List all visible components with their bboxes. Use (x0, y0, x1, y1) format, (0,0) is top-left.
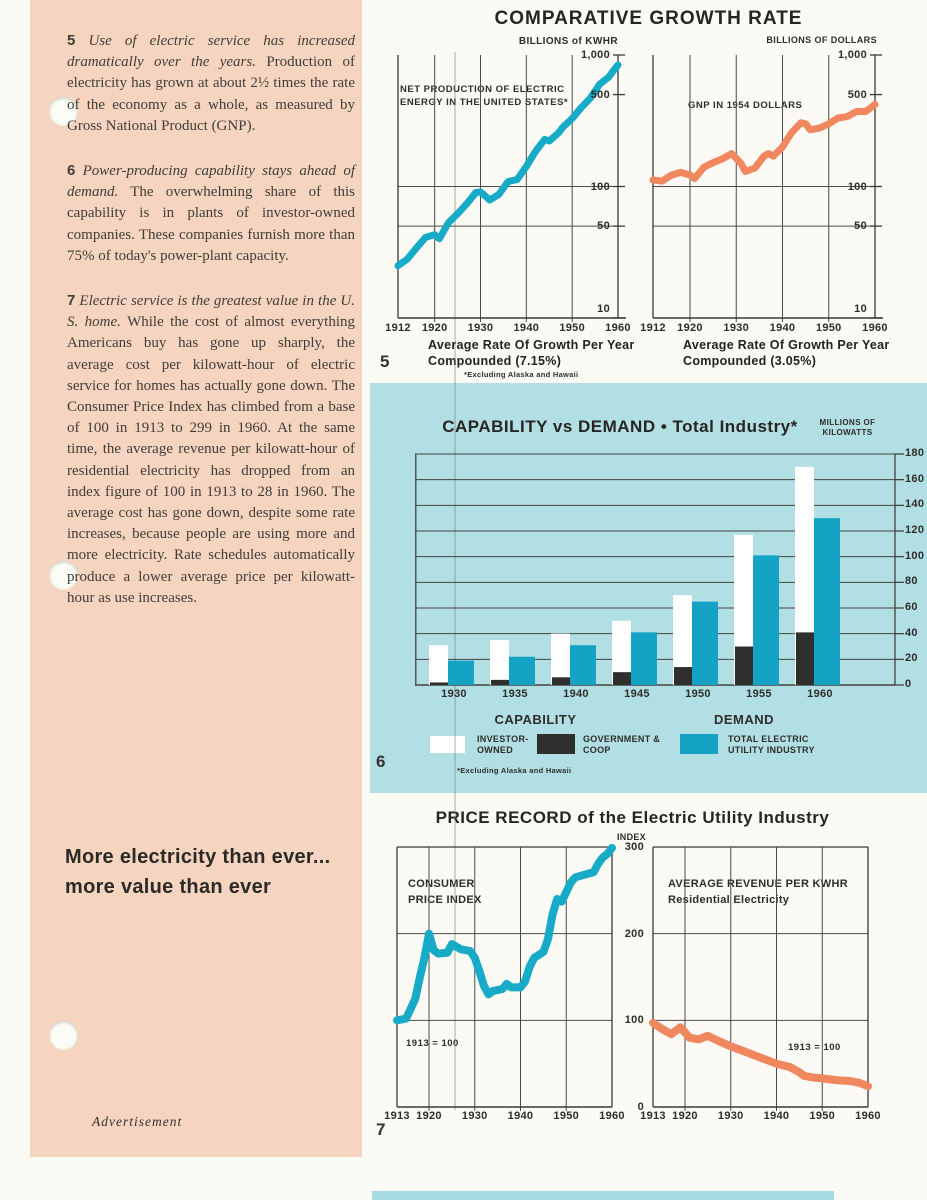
hole-punch (49, 1021, 78, 1050)
annotation-line: NET PRODUCTION OF ELECTRIC (400, 84, 565, 95)
legend-capability-header: CAPABILITY (494, 712, 577, 727)
axis-tick-label: 1920 (421, 322, 448, 334)
axis-tick-label: 1930 (461, 1110, 488, 1122)
annotation-line: Residential Electricity (668, 893, 790, 906)
axis-tick-label: 50 (854, 220, 867, 233)
figure-number-7: 7 (376, 1120, 386, 1139)
paragraph-body: The overwhelming share of this capability is in plants of investor-owned companies. These companies furnish more than 75% of today's power-plant capacity. (67, 184, 356, 264)
advert-headline (65, 842, 365, 902)
axis-tick-label: 140 (905, 498, 925, 511)
axis-tick-label: 10 (597, 303, 610, 315)
gnp-caption (683, 338, 890, 369)
annotation-line: ENERGY IN THE UNITED STATES* (400, 96, 569, 108)
axis-tick-label: 1920 (416, 1110, 442, 1122)
figure-number-5: 5 (380, 352, 390, 371)
paragraph-lead: Electric service is the greatest value in the U. S. home. (67, 293, 355, 331)
legend-line: GOVERNMENT & (583, 734, 661, 744)
axis-tick-label: 1920 (672, 1110, 698, 1122)
body-text-column (67, 30, 355, 632)
annotation-line: PRICE INDEX (408, 893, 482, 906)
growth-section-title: COMPARATIVE GROWTH RATE (494, 8, 803, 29)
axis-tick-label: 1940 (763, 1110, 790, 1122)
axis-tick-label: 50 (597, 220, 610, 233)
axis-tick-label: 60 (905, 601, 918, 613)
consumer_price_index-chart-svg (391, 841, 632, 1121)
axis-tick-label: 1930 (717, 1110, 744, 1122)
axis-tick-label: 1913 (384, 1110, 410, 1122)
unit-line: KILOWATTS (822, 428, 873, 437)
axis-tick-label: 1945 (624, 688, 650, 700)
unit-line: MILLIONS OF (819, 418, 876, 427)
paragraph-number: 7 (67, 292, 76, 310)
axis-tick-label: 10 (854, 303, 867, 315)
headline-line-2: more value than ever (65, 876, 272, 898)
axis-tick-label: 300 (624, 841, 644, 853)
kwhr-axis-unit-label: BILLIONS of KWHR (518, 36, 618, 47)
axis-tick-label: 1960 (605, 322, 631, 334)
caption-line: Average Rate Of Growth Per Year (428, 338, 635, 352)
axis-tick-label: 1940 (563, 688, 589, 700)
figure-number-6: 6 (376, 752, 386, 771)
axis-tick-label: 1,000 (837, 49, 867, 61)
paragraph-lead: Power-producing capability stays ahead of demand. (67, 163, 355, 201)
legend-label-total-electric (728, 734, 815, 755)
legend-demand-header: DEMAND (713, 712, 775, 727)
axis-tick-label: 1960 (855, 1110, 881, 1122)
axis-tick-label: 1,000 (580, 49, 610, 61)
net-production-footnote: *Excluding Alaska and Hawaii (464, 370, 579, 379)
axis-tick-label: 100 (624, 1014, 644, 1027)
axis-tick-label: 500 (847, 88, 867, 101)
capability-footnote: *Excluding Alaska and Hawaii (457, 766, 572, 775)
capability-bar-chart-svg (415, 452, 909, 689)
axis-tick-label: 1950 (815, 322, 842, 334)
capability-chart-title: CAPABILITY vs DEMAND • Total Industry* (442, 417, 798, 436)
axis-tick-label: 160 (905, 472, 925, 485)
axis-tick-label: 1920 (677, 322, 703, 334)
axis-tick-label: 1950 (685, 688, 711, 700)
paragraph-lead: Use of electric service has increased dramatically over the years. (67, 33, 355, 71)
axis-tick-label: 1913 (640, 1110, 666, 1122)
axis-tick-label: 1950 (553, 1110, 580, 1122)
axis-tick-label: 180 (905, 447, 925, 459)
index-axis-label: INDEX (616, 832, 646, 842)
axis-tick-label: 100 (847, 180, 867, 193)
legend-line: TOTAL ELECTRIC (728, 734, 809, 744)
advertisement-label: Advertisement (92, 1114, 183, 1129)
legend-swatch-total-electric (680, 734, 718, 754)
axis-tick-label: 1912 (640, 322, 666, 334)
axis-tick-label: 1940 (769, 322, 796, 334)
caption-line: Compounded (3.05%) (683, 353, 817, 368)
paragraph-6 (67, 160, 355, 267)
gnp_1954-series-line (653, 105, 875, 182)
axis-tick-label: 1940 (513, 322, 540, 334)
axis-tick-label: 100 (905, 549, 925, 562)
axis-tick-label: 1930 (467, 322, 494, 334)
axis-tick-label: 1940 (507, 1110, 534, 1122)
legend-label-government-coop (583, 734, 660, 755)
legend-line: COOP (583, 744, 611, 755)
axis-tick-label: 1955 (746, 688, 772, 700)
axis-tick-label: 200 (624, 927, 644, 940)
axis-tick-label: 1930 (723, 322, 750, 334)
axis-tick-label: 40 (905, 626, 918, 639)
paragraph-body: Production of electricity has grown at about 2½ times the rate of the economy as a whole, as measured by Gross National Product (GNP). (67, 54, 355, 134)
revenue-base-note: 1913 = 100 (788, 1042, 841, 1053)
axis-tick-label: 0 (637, 1101, 644, 1113)
price-section-title: PRICE RECORD of the Electric Utility Industry (435, 808, 830, 827)
paragraph-number: 5 (67, 32, 76, 49)
axis-tick-label: 1912 (385, 322, 411, 334)
annotation-line: AVERAGE REVENUE PER KWHR (668, 878, 848, 890)
net-production-caption (428, 338, 635, 369)
legend-swatch-investor-owned (430, 736, 465, 753)
axis-tick-label: 1930 (441, 688, 467, 700)
dollars-axis-unit-label: BILLIONS OF DOLLARS (766, 35, 877, 45)
axis-tick-label: 80 (905, 575, 918, 588)
axis-tick-label: 1935 (502, 688, 528, 700)
axis-tick-label: 1960 (807, 688, 833, 700)
legend-line: UTILITY INDUSTRY (728, 744, 815, 755)
kilowatts-axis-unit-label (800, 418, 895, 438)
avg_revenue_per_kwhr-chart-svg (647, 841, 888, 1121)
axis-tick-label: 1960 (862, 322, 888, 334)
axis-tick-label: 1960 (599, 1110, 625, 1122)
next-page-edge (372, 1191, 834, 1200)
cpi-base-note: 1913 = 100 (406, 1038, 459, 1049)
legend-line: INVESTOR- (477, 734, 529, 744)
axis-tick-label: 100 (590, 180, 610, 193)
gnp-annotation: GNP IN 1954 DOLLARS (688, 100, 803, 111)
legend-label-investor-owned (477, 734, 529, 755)
caption-line: Compounded (7.15%) (428, 353, 562, 368)
legend-line: OWNED (477, 744, 513, 755)
caption-line: Average Rate Of Growth Per Year (683, 338, 890, 352)
axis-tick-label: 500 (590, 88, 610, 101)
paragraph-body: While the cost of almost everything Americans buy has gone up sharply, the average cost per kilowatt-hour of electric service for homes has actually gone down. The Consumer Price Index has climbed from a base of 100 in 1913 to 299 in 1960. At the same time, the average revenue per kilowatt-hour of residential electricity has dropped from an index figure of 100 in 1913 to 28 in 1960. The average cost has gone down, despite some rate increases, because people are using more and more electricity. Rate schedules automatically produce a lower average price per kilowatt-hour as use increases. (67, 314, 355, 606)
axis-tick-label: 1950 (809, 1110, 836, 1122)
legend-swatch-government-coop (537, 734, 575, 754)
annotation-line: CONSUMER (408, 878, 475, 890)
paragraph-5 (67, 30, 355, 137)
axis-tick-label: 0 (905, 678, 912, 690)
axis-tick-label: 20 (905, 652, 918, 665)
headline-line-1: More electricity than ever... (65, 846, 331, 868)
paragraph-number: 6 (67, 162, 76, 180)
paragraph-7 (67, 290, 355, 609)
axis-tick-label: 1950 (559, 322, 585, 334)
axis-tick-label: 120 (905, 524, 925, 536)
